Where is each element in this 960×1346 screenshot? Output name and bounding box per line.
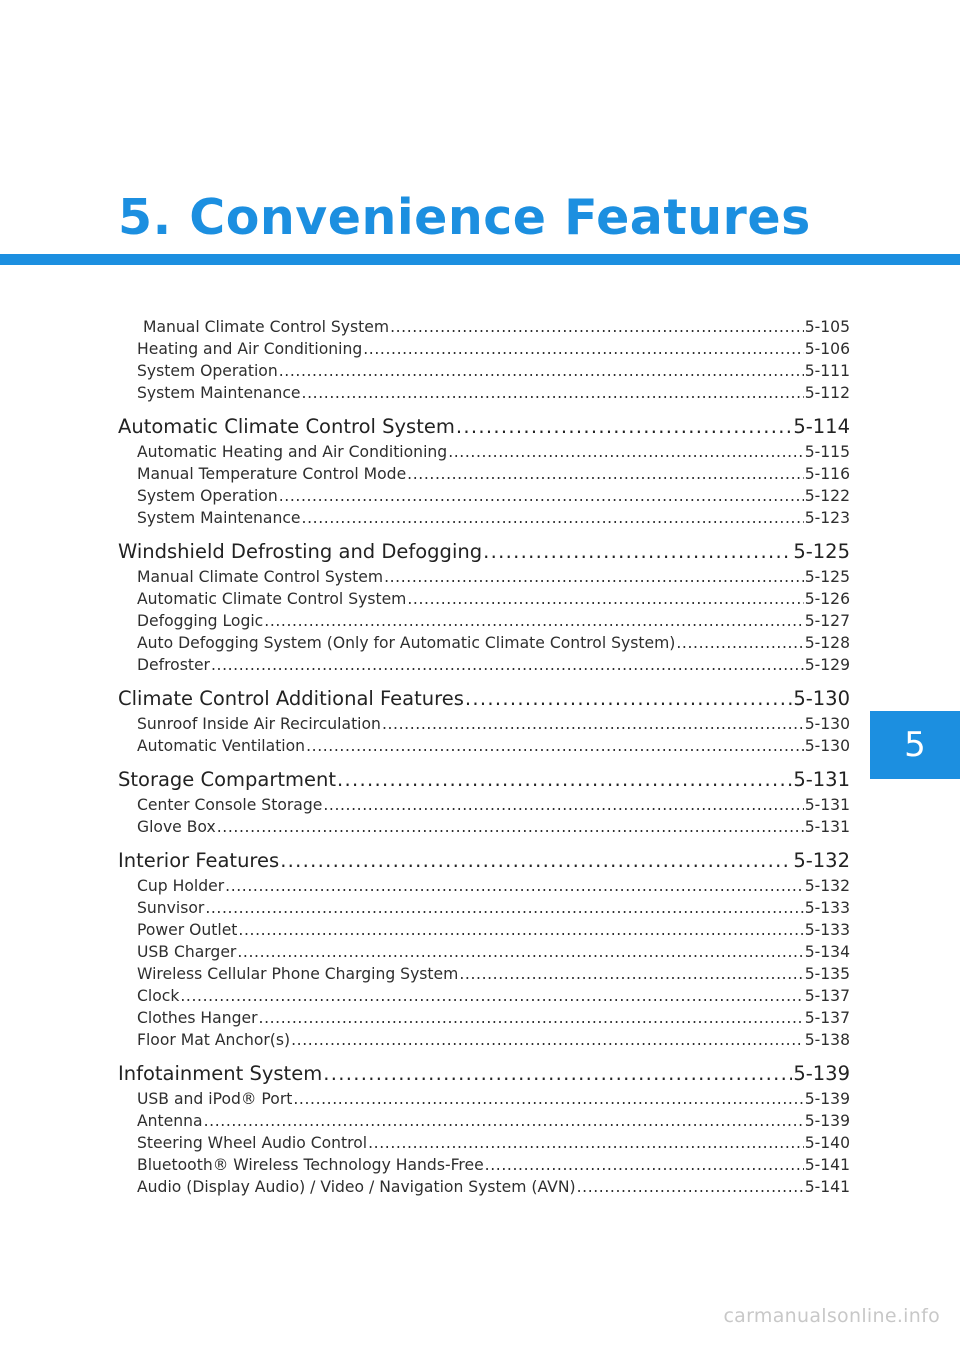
toc-leader-dots <box>302 382 804 404</box>
toc-leader-dots <box>306 735 804 757</box>
toc-leader-dots <box>483 538 792 566</box>
toc-item-page: 5-135 <box>804 965 850 983</box>
toc-item-entry[interactable] <box>118 735 850 757</box>
toc-item-page: 5-128 <box>804 634 850 652</box>
toc-item-entry[interactable] <box>118 1154 850 1176</box>
toc-item-entry[interactable] <box>118 441 850 463</box>
toc-item-entry[interactable] <box>118 875 850 897</box>
toc-item-page: 5-123 <box>804 509 850 527</box>
toc-item-page: 5-131 <box>804 796 850 814</box>
toc-item-title: Automatic Climate Control System <box>137 590 407 608</box>
toc-item-title: Clock <box>137 987 180 1005</box>
toc-item-entry[interactable] <box>118 507 850 529</box>
toc-item-entry[interactable] <box>118 654 850 676</box>
toc-leader-dots <box>337 766 792 794</box>
toc-leader-dots <box>368 1132 804 1154</box>
toc-item-page: 5-115 <box>804 443 850 461</box>
toc-item-page: 5-105 <box>804 318 850 336</box>
toc-section-entry[interactable] <box>118 1060 850 1088</box>
toc-item-title: Glove Box <box>137 818 216 836</box>
toc-item-title: Sunvisor <box>137 899 205 917</box>
toc-item-title: Wireless Cellular Phone Charging System <box>137 965 459 983</box>
toc-item-entry[interactable] <box>118 316 850 338</box>
toc-item-title: USB Charger <box>137 943 237 961</box>
toc-item-title: Automatic Ventilation <box>137 737 306 755</box>
toc-section-page: 5-139 <box>793 1062 850 1085</box>
toc-item-entry[interactable] <box>118 1088 850 1110</box>
toc-leader-dots <box>390 316 804 338</box>
toc-item-title: Heating and Air Conditioning <box>137 340 363 358</box>
toc-section-entry[interactable] <box>118 413 850 441</box>
toc-section-page: 5-131 <box>793 768 850 791</box>
toc-item-entry[interactable] <box>118 897 850 919</box>
toc-item-page: 5-127 <box>804 612 850 630</box>
toc-leader-dots <box>180 985 803 1007</box>
toc-leader-dots <box>456 413 792 441</box>
toc-item-entry[interactable] <box>118 1176 850 1198</box>
toc-item-title: Antenna <box>137 1112 203 1130</box>
toc-section-title: Automatic Climate Control System <box>118 415 455 438</box>
toc-item-entry[interactable] <box>118 963 850 985</box>
toc-item-page: 5-122 <box>804 487 850 505</box>
toc-item-title: System Operation <box>137 487 278 505</box>
toc-item-entry[interactable] <box>118 463 850 485</box>
watermark: carmanualsonline.info <box>723 1305 940 1327</box>
toc-item-page: 5-141 <box>804 1156 850 1174</box>
toc-leader-dots <box>302 507 804 529</box>
toc-item-entry[interactable] <box>118 794 850 816</box>
toc-item-title: Manual Climate Control System <box>143 318 390 336</box>
toc-item-entry[interactable] <box>118 1132 850 1154</box>
toc-section-title: Climate Control Additional Features <box>118 687 464 710</box>
toc-item-page: 5-141 <box>804 1178 850 1196</box>
toc-leader-dots <box>211 654 804 676</box>
toc-section-title: Interior Features <box>118 849 280 872</box>
toc-leader-dots <box>291 1029 804 1051</box>
toc-leader-dots <box>676 632 803 654</box>
toc-item-page: 5-132 <box>804 877 850 895</box>
toc-item-entry[interactable] <box>118 588 850 610</box>
toc-item-page: 5-129 <box>804 656 850 674</box>
toc-leader-dots <box>577 1176 804 1198</box>
toc-item-page: 5-134 <box>804 943 850 961</box>
toc-item-page: 5-126 <box>804 590 850 608</box>
toc-item-page: 5-140 <box>804 1134 850 1152</box>
toc-leader-dots <box>293 1088 803 1110</box>
toc-item-entry[interactable] <box>118 919 850 941</box>
toc-leader-dots <box>280 847 792 875</box>
toc-item-page: 5-137 <box>804 1009 850 1027</box>
toc-section-entry[interactable] <box>118 538 850 566</box>
toc-item-title: Auto Defogging System (Only for Automatic Climate Control System) <box>137 634 676 652</box>
toc-leader-dots <box>238 919 803 941</box>
toc-item-entry[interactable] <box>118 985 850 1007</box>
toc-leader-dots <box>459 963 803 985</box>
toc-item-title: Steering Wheel Audio Control <box>137 1134 368 1152</box>
toc-leader-dots <box>264 610 803 632</box>
toc-item-page: 5-133 <box>804 921 850 939</box>
toc-item-entry[interactable] <box>118 360 850 382</box>
toc-item-title: Bluetooth® Wireless Technology Hands-Free <box>137 1156 484 1174</box>
toc-item-title: System Maintenance <box>137 384 301 402</box>
toc-leader-dots <box>237 941 803 963</box>
toc-item-entry[interactable] <box>118 1029 850 1051</box>
toc-item-entry[interactable] <box>118 1110 850 1132</box>
toc-item-title: Defroster <box>137 656 210 674</box>
toc-leader-dots <box>448 441 804 463</box>
toc-section-entry[interactable] <box>118 766 850 794</box>
toc-item-entry[interactable] <box>118 610 850 632</box>
toc-leader-dots <box>205 897 803 919</box>
toc-item-title: Floor Mat Anchor(s) <box>137 1031 291 1049</box>
toc-leader-dots <box>323 794 803 816</box>
toc-item-title: Center Console Storage <box>137 796 323 814</box>
toc-leader-dots <box>382 713 804 735</box>
chapter-title-rule <box>0 254 960 265</box>
toc-item-entry[interactable] <box>118 632 850 654</box>
toc-section-title: Windshield Defrosting and Defogging <box>118 540 483 563</box>
toc-leader-dots <box>384 566 804 588</box>
toc-section-entry[interactable] <box>118 685 850 713</box>
toc-item-page: 5-106 <box>804 340 850 358</box>
toc-section-title: Storage Compartment <box>118 768 337 791</box>
toc-item-page: 5-116 <box>804 465 850 483</box>
chapter-title: 5. Convenience Features <box>118 189 811 246</box>
toc-item-page: 5-130 <box>804 715 850 733</box>
toc-leader-dots <box>259 1007 804 1029</box>
chapter-tab[interactable] <box>870 711 960 779</box>
toc-section-title: Infotainment System <box>118 1062 323 1085</box>
toc-item-title: Cup Holder <box>137 877 225 895</box>
toc-section-page: 5-130 <box>793 687 850 710</box>
toc-item-page: 5-125 <box>804 568 850 586</box>
toc-item-page: 5-111 <box>804 362 850 380</box>
toc-item-entry[interactable] <box>118 1007 850 1029</box>
toc-item-title: Sunroof Inside Air Recirculation <box>137 715 381 733</box>
chapter-tab-number: 5 <box>904 725 926 765</box>
toc-item-title: System Maintenance <box>137 509 301 527</box>
toc-item-page: 5-139 <box>804 1112 850 1130</box>
toc-item-title: USB and iPod® Port <box>137 1090 293 1108</box>
toc-leader-dots <box>407 463 804 485</box>
toc-leader-dots <box>279 360 804 382</box>
toc-item-title: Manual Temperature Control Mode <box>137 465 407 483</box>
toc-item-title: Automatic Heating and Air Conditioning <box>137 443 448 461</box>
toc-item-entry[interactable] <box>118 382 850 404</box>
toc-item-entry[interactable] <box>118 816 850 838</box>
toc-item-title: Audio (Display Audio) / Video / Navigation System (AVN) <box>137 1178 576 1196</box>
toc-leader-dots <box>485 1154 804 1176</box>
toc-leader-dots <box>363 338 803 360</box>
toc-leader-dots <box>407 588 803 610</box>
toc-item-title: Clothes Hanger <box>137 1009 258 1027</box>
toc-section-page: 5-114 <box>793 415 850 438</box>
toc-item-title: Power Outlet <box>137 921 238 939</box>
toc-leader-dots <box>217 816 804 838</box>
toc-leader-dots <box>225 875 804 897</box>
toc-item-page: 5-130 <box>804 737 850 755</box>
toc-item-page: 5-137 <box>804 987 850 1005</box>
toc-item-page: 5-131 <box>804 818 850 836</box>
toc-item-title: Manual Climate Control System <box>137 568 384 586</box>
toc-item-entry[interactable] <box>118 713 850 735</box>
toc-item-entry[interactable] <box>118 566 850 588</box>
table-of-contents <box>118 316 850 1198</box>
toc-item-entry[interactable] <box>118 485 850 507</box>
toc-item-title: System Operation <box>137 362 278 380</box>
toc-section-page: 5-125 <box>793 540 850 563</box>
toc-leader-dots <box>279 485 804 507</box>
toc-item-page: 5-112 <box>804 384 850 402</box>
toc-item-title: Defogging Logic <box>137 612 264 630</box>
toc-item-entry[interactable] <box>118 338 850 360</box>
toc-section-entry[interactable] <box>118 847 850 875</box>
toc-section-page: 5-132 <box>793 849 850 872</box>
toc-item-entry[interactable] <box>118 941 850 963</box>
toc-item-page: 5-138 <box>804 1031 850 1049</box>
toc-item-page: 5-139 <box>804 1090 850 1108</box>
toc-leader-dots <box>465 685 792 713</box>
toc-leader-dots <box>204 1110 804 1132</box>
toc-item-page: 5-133 <box>804 899 850 917</box>
toc-leader-dots <box>323 1060 792 1088</box>
